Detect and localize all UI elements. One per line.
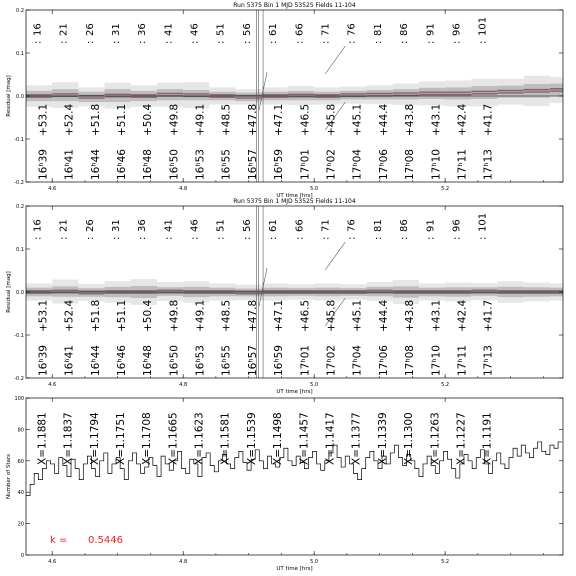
field-colon: : bbox=[32, 236, 44, 240]
ra-label: 16ʰ53 bbox=[194, 345, 207, 376]
field-colon: : bbox=[425, 40, 437, 44]
ra-label: 16ʰ39 bbox=[37, 345, 50, 376]
hatch-mark bbox=[325, 46, 345, 74]
field-colon: : bbox=[346, 40, 358, 44]
field-label-group bbox=[163, 23, 174, 44]
field-colon: : bbox=[32, 40, 44, 44]
field-label-group bbox=[268, 23, 279, 44]
airmass-label-group bbox=[377, 412, 389, 465]
field-label: 76 bbox=[346, 23, 358, 36]
field-label: 81 bbox=[372, 23, 384, 36]
ra-label: 16ʰ48 bbox=[142, 345, 155, 376]
airmass-label-group bbox=[89, 412, 101, 465]
dec-label: +43.1 bbox=[430, 103, 443, 136]
field-colon: : bbox=[451, 236, 463, 240]
panel-3 bbox=[6, 396, 563, 572]
airmass-label-group bbox=[429, 412, 441, 465]
x-axis-label: UT time [hrs] bbox=[276, 193, 313, 199]
field-colon: : bbox=[294, 40, 306, 44]
field-label: 31 bbox=[110, 219, 122, 232]
coord-label-group bbox=[247, 104, 259, 180]
y-tick-label: 0 bbox=[20, 553, 24, 559]
y-axis-label: Residual [mag] bbox=[6, 75, 12, 117]
field-label-group bbox=[294, 23, 305, 44]
field-label-group bbox=[111, 23, 122, 44]
field-label-group bbox=[399, 23, 410, 44]
y-tick-label: 0.1 bbox=[16, 51, 24, 57]
field-label-group bbox=[111, 219, 122, 240]
field-colon: : bbox=[372, 236, 384, 240]
hatch-mark bbox=[325, 242, 345, 270]
y-axis-label-group bbox=[6, 271, 12, 313]
airmass-label: X=1.1581 bbox=[219, 412, 232, 465]
field-label-group bbox=[216, 23, 227, 44]
y-tick-label: 0.2 bbox=[16, 204, 24, 210]
field-label-group bbox=[85, 219, 96, 240]
field-label: 81 bbox=[372, 219, 384, 232]
field-label-group bbox=[321, 219, 332, 240]
field-label: 76 bbox=[346, 219, 358, 232]
airmass-label-group bbox=[115, 412, 127, 465]
airmass-label: X=1.1498 bbox=[272, 412, 285, 465]
ra-label: 17ʰ08 bbox=[404, 345, 417, 376]
x-tick-label: 5.2 bbox=[441, 382, 450, 388]
field-label: 66 bbox=[294, 219, 306, 232]
coord-label-group bbox=[116, 104, 128, 180]
field-label: 41 bbox=[163, 219, 175, 232]
coord-label-group bbox=[37, 104, 49, 180]
x-tick-label: 5.2 bbox=[441, 559, 450, 565]
field-label: 91 bbox=[425, 23, 437, 36]
coord-label-group bbox=[378, 300, 390, 376]
field-label-group bbox=[373, 23, 384, 44]
airmass-label: X=1.1227 bbox=[455, 412, 468, 465]
y-tick-label: 100 bbox=[14, 396, 24, 402]
airmass-label: X=1.1300 bbox=[403, 412, 416, 465]
field-label: 61 bbox=[268, 23, 280, 36]
coord-label-group bbox=[326, 104, 338, 180]
y-tick-label: 60 bbox=[17, 458, 24, 465]
dec-label: +47.8 bbox=[246, 299, 259, 332]
ra-label: 16ʰ48 bbox=[142, 149, 155, 180]
airmass-label: X=1.1191 bbox=[481, 412, 494, 465]
coord-label-group bbox=[483, 104, 495, 180]
field-label-group bbox=[478, 213, 489, 240]
airmass-label-group bbox=[325, 412, 337, 465]
coord-label-group bbox=[404, 104, 416, 180]
ra-label: 16ʰ59 bbox=[273, 345, 286, 376]
field-label-group bbox=[59, 219, 70, 240]
field-colon: : bbox=[241, 236, 253, 240]
field-label: 21 bbox=[58, 23, 70, 36]
y-tick-label: 0.1 bbox=[16, 247, 24, 253]
dec-label: +53.1 bbox=[37, 299, 50, 332]
field-colon: : bbox=[163, 40, 175, 44]
x-tick-label: 5.0 bbox=[310, 186, 319, 192]
field-label-group bbox=[242, 23, 253, 44]
field-label: 46 bbox=[189, 23, 201, 36]
airmass-label-group bbox=[403, 412, 415, 465]
dec-label: +50.4 bbox=[142, 299, 155, 332]
field-label: 71 bbox=[320, 23, 332, 36]
field-label-group bbox=[190, 23, 201, 44]
field-label-group bbox=[399, 219, 410, 240]
y-tick-label: -0.1 bbox=[14, 137, 24, 143]
coord-label-group bbox=[299, 104, 311, 180]
ra-label: 16ʰ41 bbox=[63, 345, 76, 376]
coord-label-group bbox=[299, 300, 311, 376]
field-label-group bbox=[85, 23, 96, 44]
k-value: 0.5446 bbox=[88, 535, 123, 546]
ra-label: 16ʰ59 bbox=[273, 149, 286, 180]
panel-2 bbox=[6, 198, 563, 395]
coord-label-group bbox=[404, 300, 416, 376]
ra-label: 16ʰ57 bbox=[246, 149, 259, 180]
ra-label: 17ʰ01 bbox=[299, 149, 312, 180]
ra-label: 16ʰ46 bbox=[115, 345, 128, 376]
dec-label: +41.7 bbox=[482, 299, 495, 332]
field-colon: : bbox=[425, 236, 437, 240]
field-label: 31 bbox=[110, 23, 122, 36]
coord-label-group bbox=[273, 300, 285, 376]
field-label: 16 bbox=[32, 219, 44, 232]
field-colon: : bbox=[399, 40, 411, 44]
field-colon: : bbox=[110, 40, 122, 44]
dec-label: +43.1 bbox=[430, 299, 443, 332]
x-tick-label: 4.8 bbox=[179, 559, 188, 565]
field-label: 61 bbox=[268, 219, 280, 232]
field-label: 16 bbox=[32, 23, 44, 36]
field-colon: : bbox=[137, 236, 149, 240]
field-colon: : bbox=[399, 236, 411, 240]
airmass-label: X=1.1377 bbox=[350, 412, 363, 465]
x-tick-label: 4.8 bbox=[179, 186, 188, 192]
field-colon: : bbox=[294, 236, 306, 240]
dec-label: +49.1 bbox=[194, 103, 207, 136]
dec-label: +46.5 bbox=[299, 299, 312, 332]
y-axis-label: Number of Stars bbox=[6, 453, 12, 500]
coord-label-group bbox=[64, 300, 76, 376]
field-colon: : bbox=[215, 40, 227, 44]
airmass-label-group bbox=[36, 412, 48, 465]
field-colon: : bbox=[477, 40, 489, 44]
field-colon: : bbox=[215, 236, 227, 240]
ra-label: 17ʰ11 bbox=[456, 345, 469, 376]
ra-label: 16ʰ57 bbox=[246, 345, 259, 376]
airmass-label: X=1.1665 bbox=[167, 412, 180, 465]
field-label-group bbox=[478, 17, 489, 44]
field-colon: : bbox=[84, 40, 96, 44]
field-label: 71 bbox=[320, 219, 332, 232]
ra-label: 17ʰ08 bbox=[404, 149, 417, 180]
field-label-group bbox=[425, 219, 436, 240]
dec-label: +43.8 bbox=[404, 103, 417, 136]
coord-label-group bbox=[142, 300, 154, 376]
x-tick-label: 4.8 bbox=[179, 382, 188, 388]
dec-label: +52.4 bbox=[63, 103, 76, 136]
field-label-group bbox=[137, 23, 148, 44]
airmass-label: X=1.1539 bbox=[245, 412, 258, 465]
coord-label-group bbox=[64, 104, 76, 180]
field-label: 41 bbox=[163, 23, 175, 36]
airmass-label: X=1.1457 bbox=[298, 412, 311, 465]
field-label-group bbox=[190, 219, 201, 240]
coord-label-group bbox=[116, 300, 128, 376]
field-label: 51 bbox=[215, 23, 227, 36]
y-tick-label: -0.2 bbox=[14, 376, 24, 382]
coord-label-group bbox=[142, 104, 154, 180]
y-tick-label: -0.1 bbox=[14, 333, 24, 339]
airmass-label-group bbox=[167, 412, 179, 465]
coord-label-group bbox=[456, 300, 468, 376]
panel-title: Run 5375 Bin 1 MJD 53525 Fields 11-104 bbox=[233, 198, 356, 205]
field-colon: : bbox=[241, 40, 253, 44]
k-label: k = bbox=[50, 535, 68, 546]
field-colon: : bbox=[137, 40, 149, 44]
ra-label: 16ʰ55 bbox=[220, 345, 233, 376]
x-axis-label: UT time [hrs] bbox=[276, 389, 313, 395]
dec-label: +45.8 bbox=[325, 103, 338, 136]
field-label-group bbox=[163, 219, 174, 240]
airmass-label: X=1.1339 bbox=[376, 412, 389, 465]
airmass-label-group bbox=[351, 412, 363, 465]
x-tick-label: 5.2 bbox=[441, 186, 450, 192]
dec-label: +45.1 bbox=[351, 299, 364, 332]
field-label-group bbox=[268, 219, 279, 240]
dec-label: +47.8 bbox=[246, 103, 259, 136]
field-label: 46 bbox=[189, 219, 201, 232]
dec-label: +53.1 bbox=[37, 103, 50, 136]
field-label-group bbox=[137, 219, 148, 240]
airmass-label: X=1.1881 bbox=[36, 412, 49, 465]
field-label: 51 bbox=[215, 219, 227, 232]
ra-label: 17ʰ13 bbox=[482, 149, 495, 180]
dec-label: +51.8 bbox=[89, 103, 102, 136]
field-colon: : bbox=[320, 236, 332, 240]
coord-label-group bbox=[430, 104, 442, 180]
field-label: 56 bbox=[241, 219, 253, 232]
dec-label: +48.5 bbox=[220, 103, 233, 136]
field-colon: : bbox=[477, 236, 489, 240]
airmass-label-group bbox=[220, 412, 232, 465]
panel-1 bbox=[6, 2, 563, 199]
airmass-label-group bbox=[455, 412, 467, 465]
y-tick-label: 40 bbox=[17, 490, 24, 497]
ra-label: 17ʰ02 bbox=[325, 345, 338, 376]
dec-label: +43.8 bbox=[404, 299, 417, 332]
field-label-group bbox=[321, 23, 332, 44]
coord-label-group bbox=[483, 300, 495, 376]
field-colon: : bbox=[189, 40, 201, 44]
airmass-label-group bbox=[194, 412, 206, 465]
airmass-label-group bbox=[298, 412, 310, 465]
ra-label: 16ʰ46 bbox=[115, 149, 128, 180]
airmass-label-group bbox=[63, 412, 75, 465]
dec-label: +47.1 bbox=[273, 103, 286, 136]
airmass-label: X=1.1263 bbox=[429, 412, 442, 465]
coord-label-group bbox=[352, 300, 364, 376]
panel-title: Run 5375 Bin 1 MJD 53525 Fields 11-104 bbox=[233, 2, 356, 9]
field-colon: : bbox=[110, 236, 122, 240]
field-colon: : bbox=[58, 40, 70, 44]
ra-label: 17ʰ06 bbox=[377, 149, 390, 180]
coord-label-group bbox=[195, 300, 207, 376]
coord-label-group bbox=[168, 300, 180, 376]
ra-label: 16ʰ39 bbox=[37, 149, 50, 180]
x-tick-label: 5.0 bbox=[310, 382, 319, 388]
field-colon: : bbox=[268, 40, 280, 44]
airmass-label-group bbox=[482, 412, 494, 465]
field-colon: : bbox=[84, 236, 96, 240]
ra-label: 17ʰ13 bbox=[482, 345, 495, 376]
field-label-group bbox=[373, 219, 384, 240]
field-label-group bbox=[451, 23, 462, 44]
y-axis-label-group bbox=[6, 75, 12, 117]
ra-label: 16ʰ44 bbox=[89, 149, 102, 180]
coord-label-group bbox=[168, 104, 180, 180]
field-label-group bbox=[32, 23, 43, 44]
field-label-group bbox=[59, 23, 70, 44]
ra-label: 17ʰ04 bbox=[351, 149, 364, 180]
y-tick-label: 80 bbox=[17, 427, 24, 434]
ra-label: 17ʰ06 bbox=[377, 345, 390, 376]
ra-label: 16ʰ53 bbox=[194, 149, 207, 180]
airmass-label: X=1.1751 bbox=[114, 412, 127, 465]
airmass-label-group bbox=[141, 412, 153, 465]
coord-label-group bbox=[430, 300, 442, 376]
airmass-label: X=1.1623 bbox=[193, 412, 206, 465]
dec-label: +52.4 bbox=[63, 299, 76, 332]
dec-label: +42.4 bbox=[456, 299, 469, 332]
dec-label: +50.4 bbox=[142, 103, 155, 136]
field-label-group bbox=[216, 219, 227, 240]
y-tick-label: 0.0 bbox=[16, 290, 24, 296]
x-tick-label: 4.6 bbox=[48, 382, 57, 388]
field-label: 36 bbox=[137, 219, 149, 232]
dec-label: +51.1 bbox=[115, 103, 128, 136]
y-axis-label: Residual [mag] bbox=[6, 271, 12, 313]
dec-label: +49.8 bbox=[168, 299, 181, 332]
field-label: 101 bbox=[477, 212, 489, 232]
ra-label: 16ʰ50 bbox=[168, 345, 181, 376]
ra-label: 17ʰ10 bbox=[430, 149, 443, 180]
field-colon: : bbox=[372, 40, 384, 44]
coord-label-group bbox=[247, 300, 259, 376]
coord-label-group bbox=[378, 104, 390, 180]
field-label-group bbox=[294, 219, 305, 240]
ra-label: 17ʰ10 bbox=[430, 345, 443, 376]
ra-label: 16ʰ50 bbox=[168, 149, 181, 180]
x-tick-label: 5.0 bbox=[310, 559, 319, 565]
dec-label: +46.5 bbox=[299, 103, 312, 136]
coord-label-group bbox=[221, 300, 233, 376]
airmass-label: X=1.1417 bbox=[324, 412, 337, 465]
y-axis-label-group bbox=[6, 454, 12, 499]
airmass-label-group bbox=[272, 412, 284, 465]
coord-label-group bbox=[90, 300, 102, 376]
field-colon: : bbox=[189, 236, 201, 240]
field-colon: : bbox=[320, 40, 332, 44]
airmass-label: X=1.1837 bbox=[62, 412, 75, 465]
field-colon: : bbox=[451, 40, 463, 44]
y-tick-label: 0.0 bbox=[16, 94, 24, 100]
coord-label-group bbox=[37, 300, 49, 376]
field-label: 96 bbox=[451, 23, 463, 36]
field-label: 101 bbox=[477, 16, 489, 36]
x-tick-label: 4.6 bbox=[48, 559, 57, 565]
field-label: 36 bbox=[137, 23, 149, 36]
field-label-group bbox=[242, 219, 253, 240]
ra-label: 17ʰ04 bbox=[351, 345, 364, 376]
coord-label-group bbox=[352, 104, 364, 180]
ra-label: 16ʰ44 bbox=[89, 345, 102, 376]
field-label: 91 bbox=[425, 219, 437, 232]
field-label-group bbox=[347, 219, 358, 240]
field-label: 56 bbox=[241, 23, 253, 36]
airmass-label: X=1.1794 bbox=[88, 412, 101, 465]
field-label: 86 bbox=[399, 219, 411, 232]
coord-label-group bbox=[90, 104, 102, 180]
ra-label: 16ʰ41 bbox=[63, 149, 76, 180]
field-label-group bbox=[32, 219, 43, 240]
dec-label: +49.1 bbox=[194, 299, 207, 332]
x-tick-label: 4.6 bbox=[48, 186, 57, 192]
airmass-label: X=1.1708 bbox=[141, 412, 154, 465]
dec-label: +49.8 bbox=[168, 103, 181, 136]
airmass-label-group bbox=[246, 412, 258, 465]
field-colon: : bbox=[163, 236, 175, 240]
x-axis-label: UT time [hrs] bbox=[276, 566, 313, 572]
coord-label-group bbox=[326, 300, 338, 376]
field-colon: : bbox=[268, 236, 280, 240]
field-label: 21 bbox=[58, 219, 70, 232]
dec-label: +41.7 bbox=[482, 103, 495, 136]
dec-label: +51.1 bbox=[115, 299, 128, 332]
coord-label-group bbox=[273, 104, 285, 180]
dec-label: +42.4 bbox=[456, 103, 469, 136]
field-colon: : bbox=[58, 236, 70, 240]
dec-label: +51.8 bbox=[89, 299, 102, 332]
field-label-group bbox=[347, 23, 358, 44]
coord-label-group bbox=[195, 104, 207, 180]
y-tick-label: 0.2 bbox=[16, 8, 24, 14]
dec-label: +44.4 bbox=[377, 299, 390, 332]
dec-label: +45.1 bbox=[351, 103, 364, 136]
field-label: 26 bbox=[84, 219, 96, 232]
coord-label-group bbox=[221, 104, 233, 180]
y-tick-label: -0.2 bbox=[14, 180, 24, 186]
field-label-group bbox=[451, 219, 462, 240]
y-tick-label: 20 bbox=[17, 521, 24, 528]
field-colon: : bbox=[346, 236, 358, 240]
coord-label-group bbox=[456, 104, 468, 180]
field-label-group bbox=[425, 23, 436, 44]
dec-label: +48.5 bbox=[220, 299, 233, 332]
field-label: 86 bbox=[399, 23, 411, 36]
field-label: 26 bbox=[84, 23, 96, 36]
dec-label: +45.8 bbox=[325, 299, 338, 332]
ra-label: 17ʰ01 bbox=[299, 345, 312, 376]
ra-label: 17ʰ02 bbox=[325, 149, 338, 180]
ra-label: 17ʰ11 bbox=[456, 149, 469, 180]
ra-label: 16ʰ55 bbox=[220, 149, 233, 180]
field-label: 96 bbox=[451, 219, 463, 232]
dec-label: +44.4 bbox=[377, 103, 390, 136]
dec-label: +47.1 bbox=[273, 299, 286, 332]
field-label: 66 bbox=[294, 23, 306, 36]
